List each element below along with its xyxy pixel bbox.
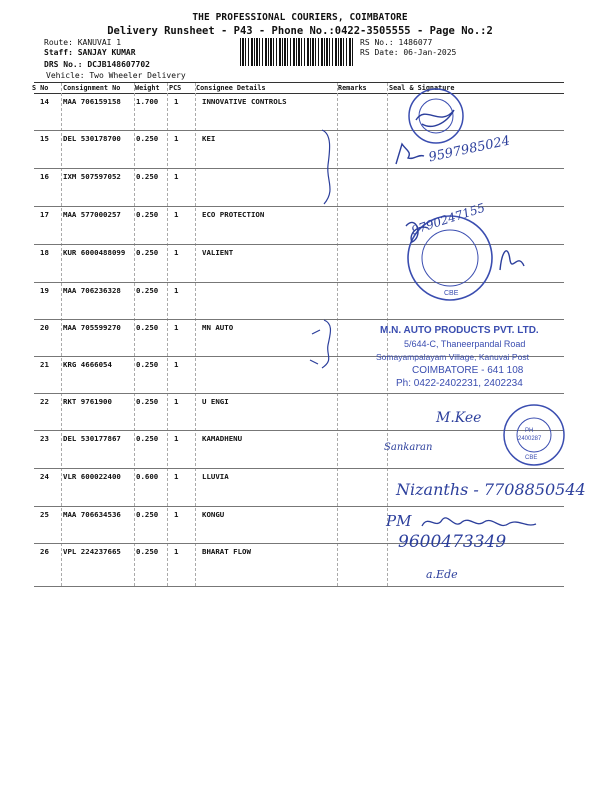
route-label: Route: xyxy=(44,38,73,47)
col-seal: Seal & Signature xyxy=(389,84,455,92)
row-pcs: 1 xyxy=(174,172,179,181)
row-pcs: 1 xyxy=(174,248,179,257)
row-sno: 16 xyxy=(40,172,49,181)
mn-auto-stamp-address1: 5/644-C, Thaneerpandal Road xyxy=(404,339,526,349)
kamadhenu-stamp-city: CBE xyxy=(525,455,538,461)
row-consignment: MAA 706159158 xyxy=(63,97,121,106)
mn-auto-stamp-name: M.N. AUTO PRODUCTS PVT. LTD. xyxy=(380,325,539,336)
row-consignment: KUR 6000488099 xyxy=(63,248,126,257)
row-consignment: MAA 705599270 xyxy=(63,323,121,332)
row-sno: 19 xyxy=(40,286,49,295)
row-weight: 0.250 xyxy=(136,248,159,257)
row-weight: 0.250 xyxy=(136,286,159,295)
row-consignee: U ENGI xyxy=(202,397,229,406)
col-remarks: Remarks xyxy=(338,84,367,92)
runsheet-subtitle: Delivery Runsheet - P43 - Phone No.:0422-3505555 - Page No.:2 xyxy=(107,25,493,37)
row-sno: 25 xyxy=(40,510,49,519)
col-pcs: PCS xyxy=(169,84,182,92)
row-consignee: KEI xyxy=(202,134,216,143)
vehicle-value: Two Wheeler Delivery xyxy=(89,71,186,80)
row-consignment: MAA 706634536 xyxy=(63,510,121,519)
row-weight: 0.250 xyxy=(136,434,159,443)
row-pcs: 1 xyxy=(174,286,179,295)
mn-auto-stamp-phone: Ph: 0422-2402231, 2402234 xyxy=(396,378,523,389)
rs-date-line xyxy=(360,48,456,58)
row-sno: 23 xyxy=(40,434,49,443)
col-sno: S No xyxy=(32,84,49,92)
barcode-image xyxy=(240,38,354,66)
table-row xyxy=(34,394,564,431)
row-pcs: 1 xyxy=(174,210,179,219)
route-value: KANUVAI 1 xyxy=(77,38,122,47)
row-consignee: INNOVATIVE CONTROLS xyxy=(202,97,287,106)
row-weight: 0.250 xyxy=(136,360,159,369)
signature-icon xyxy=(418,512,568,534)
rs-date-label: RS Date: xyxy=(360,48,399,57)
rs-date-value: 06-Jan-2025 xyxy=(403,48,457,57)
row-pcs: 1 xyxy=(174,547,179,556)
drs-line xyxy=(44,60,150,70)
row-consignee: LLUVIA xyxy=(202,472,229,481)
handwritten-phone: 9790247155 xyxy=(409,200,487,238)
row-sno: 22 xyxy=(40,397,49,406)
staff-label: Staff: xyxy=(44,48,73,57)
col-consignee: Consignee Details xyxy=(196,84,266,92)
bracket-mark xyxy=(322,320,331,368)
row-consignee: BHARAT FLOW xyxy=(202,547,251,556)
bracket-mark xyxy=(322,130,330,204)
row-weight: 1.700 xyxy=(136,97,159,106)
rs-no-line xyxy=(360,38,432,48)
row-pcs: 1 xyxy=(174,434,179,443)
mn-auto-stamp-address2: Somayampalayam Village, Kanuvai Post xyxy=(376,352,529,362)
row-pcs: 1 xyxy=(174,97,179,106)
row-pcs: 1 xyxy=(174,323,179,332)
row-consignee: KAMADHENU xyxy=(202,434,243,443)
handwritten-note: Sankaran xyxy=(384,442,433,453)
bracket-marks xyxy=(300,120,350,600)
row-weight: 0.250 xyxy=(136,547,159,556)
row-consignment: RKT 9761900 xyxy=(63,397,112,406)
kamadhenu-stamp-number: 2400287 xyxy=(518,436,542,442)
row-consignment: KRG 4666054 xyxy=(63,360,112,369)
row-pcs: 1 xyxy=(174,510,179,519)
route-line xyxy=(44,38,121,48)
table-row xyxy=(34,431,564,468)
bracket-mark xyxy=(312,330,320,334)
drs-label: DRS No.: xyxy=(44,60,83,69)
handwritten-note: a.Ede xyxy=(426,568,458,581)
handwritten-phone: 9600473349 xyxy=(398,532,507,552)
row-sno: 15 xyxy=(40,134,49,143)
row-pcs: 1 xyxy=(174,397,179,406)
kamadhenu-stamp-ph: PH xyxy=(525,428,534,434)
signature-icon xyxy=(494,240,530,280)
vehicle-label: Vehicle: xyxy=(46,71,85,80)
handwritten-note: Nizanths - 7708850544 xyxy=(396,480,586,499)
row-pcs: 1 xyxy=(174,134,179,143)
row-sno: 17 xyxy=(40,210,49,219)
row-sno: 24 xyxy=(40,472,49,481)
round-stamp-icon xyxy=(396,84,476,146)
vehicle-line xyxy=(46,71,186,81)
staff-line xyxy=(44,48,136,58)
row-consignee: VALIENT xyxy=(202,248,234,257)
row-weight: 0.250 xyxy=(136,397,159,406)
row-consignment: MAA 706236328 xyxy=(63,286,121,295)
row-weight: 0.250 xyxy=(136,134,159,143)
row-sno: 14 xyxy=(40,97,49,106)
row-consignment: VLR 600022400 xyxy=(63,472,121,481)
row-consignee: MN AUTO xyxy=(202,323,234,332)
rs-no-label: RS No.: xyxy=(360,38,394,47)
row-consignment: DEL 530177867 xyxy=(63,434,121,443)
drs-value: DCJB148607702 xyxy=(87,60,150,69)
staff-value: SANJAY KUMAR xyxy=(77,48,136,57)
row-sno: 26 xyxy=(40,547,49,556)
row-sno: 18 xyxy=(40,248,49,257)
row-weight: 0.250 xyxy=(136,323,159,332)
row-rule xyxy=(34,586,564,587)
row-consignment: VPL 224237665 xyxy=(63,547,121,556)
row-consignee: KONGU xyxy=(202,510,225,519)
col-weight: Weight xyxy=(135,84,160,92)
row-consignment: DEL 530178700 xyxy=(63,134,121,143)
row-pcs: 1 xyxy=(174,360,179,369)
row-consignee: ECO PROTECTION xyxy=(202,210,265,219)
table-row xyxy=(34,94,564,131)
row-sno: 20 xyxy=(40,323,49,332)
row-consignment: IXM 507597052 xyxy=(63,172,121,181)
handwritten-note: PM xyxy=(386,512,412,530)
row-sno: 21 xyxy=(40,360,49,369)
valient-stamp-city: CBE xyxy=(444,290,459,297)
row-weight: 0.600 xyxy=(136,472,159,481)
bracket-mark xyxy=(310,360,318,364)
mn-auto-stamp-city: COIMBATORE - 641 108 xyxy=(412,365,524,376)
company-title: THE PROFESSIONAL COURIERS, COIMBATORE xyxy=(192,12,408,23)
row-weight: 0.250 xyxy=(136,210,159,219)
row-pcs: 1 xyxy=(174,472,179,481)
row-weight: 0.250 xyxy=(136,510,159,519)
handwritten-name: M.Kee xyxy=(436,410,482,426)
signature-icon xyxy=(392,140,432,170)
col-consignment: Consignment No xyxy=(63,84,121,92)
row-consignment: MAA 577000257 xyxy=(63,210,121,219)
handwritten-phone: 9597985024 xyxy=(427,133,512,166)
rs-no-value: 1486077 xyxy=(398,38,433,47)
table-row xyxy=(34,169,564,206)
row-weight: 0.250 xyxy=(136,172,159,181)
